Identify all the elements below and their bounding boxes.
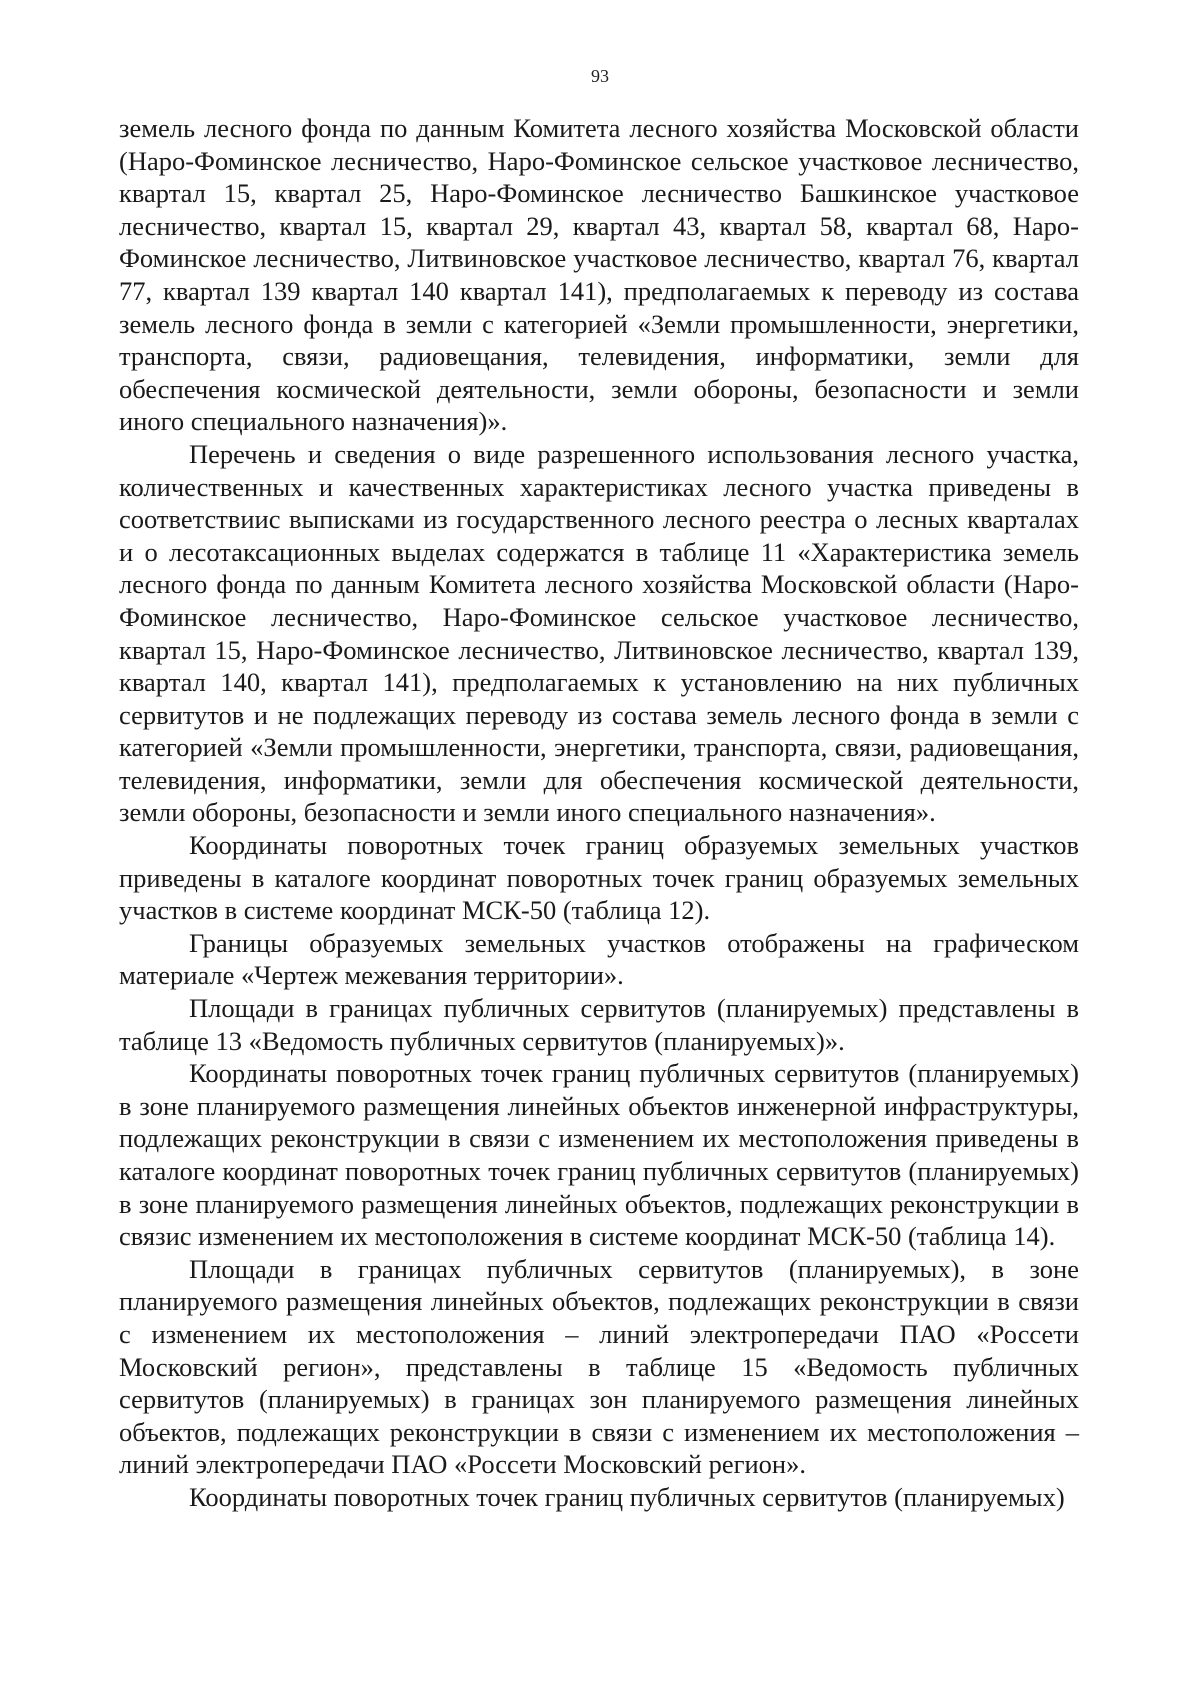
paragraph-servitude-power-lines: Площади в границах публичных сервитутов (планируемых), в зоне планируемого размещения линейных объектов, подлежащих реконструкции в связи с изменением их местоположения – линий электропередачи ПАО «Россети Московский регион», представлены в таблице 15 «Ведомость публичных сервитутов (планируемых) в границах зон планируемого размещения линейных объектов, подлежащих реконструкции в связи с изменением их местоположения – линий электропередачи ПАО «Россети Московский регион». xyxy=(119,1253,1079,1480)
document-body xyxy=(119,112,1079,1514)
paragraph-continuation: земель лесного фонда по данным Комитета лесного хозяйства Московской области (Наро-Фоминское лесничество, Наро-Фоминское сельское участковое лесничество, квартал 15, квартал 25, Наро-Фоминское лесничество Башкинское участковое лесничество, квартал 15, квартал 29, квартал 43, квартал 58, квартал 68, Наро-Фоминское лесничество, Литвиновское участковое лесничество, квартал 76, квартал 77, квартал 139 квартал 140 квартал 141), предполагаемых к переводу из состава земель лесного фонда в земли с категорией «Земли промышленности, энергетики, транспорта, связи, радиовещания, телевидения, информатики, земли для обеспечения космической деятельности, земли обороны, безопасности и земли иного специального назначения)». xyxy=(119,113,1079,437)
paragraph-land-plot-coordinates: Координаты поворотных точек границ образуемых земельных участков приведены в каталоге координат поворотных точек границ образуемых земельных участков в системе координат МСК-50 (таблица 12). xyxy=(119,830,1079,926)
paragraph-servitude-areas: Площади в границах публичных сервитутов (планируемых) представлены в таблице 13 «Ведомость публичных сервитутов (планируемых)». xyxy=(119,993,1079,1056)
paragraph-servitude-coordinates: Координаты поворотных точек границ публичных сервитутов (планируемых) в зоне планируемого размещения линейных объектов инженерной инфраструктуры, подлежащих реконструкции в связи с изменением их местоположения приведены в каталоге координат поворотных точек границ публичных сервитутов (планируемых) в зоне планируемого размещения линейных объектов, подлежащих реконструкции в связис изменением их местоположения в системе координат МСК-50 (таблица 14). xyxy=(119,1058,1079,1252)
paragraph-forest-plot-info: Перечень и сведения о виде разрешенного использования лесного участка, количественных и качественных характеристиках лесного участка приведены в соответствиис выписками из государственного лесного реестра о лесных кварталах и о лесотаксационных выделах содержатся в таблице 11 «Характеристика земель лесного фонда по данным Комитета лесного хозяйства Московской области (Наро-Фоминское лесничество, Наро-Фоминское сельское участковое лесничество, квартал 15, Наро-Фоминское лесничество, Литвиновское лесничество, квартал 139, квартал 140, квартал 141), предполагаемых к установлению на них публичных сервитутов и не подлежащих переводу из состава земель лесного фонда в земли с категорией «Земли промышленности, энергетики, транспорта, связи, радиовещания, телевидения, информатики, земли для обеспечения космической деятельности, земли обороны, безопасности и земли иного специального назначения». xyxy=(119,438,1079,828)
page-number: 93 xyxy=(591,66,609,86)
paragraph-servitude-coordinates-continued: Координаты поворотных точек границ публичных сервитутов (планируемых) xyxy=(189,1481,1065,1512)
paragraph-land-plot-boundaries: Границы образуемых земельных участков отображены на графическом материале «Чертеж межевания территории». xyxy=(119,927,1079,991)
